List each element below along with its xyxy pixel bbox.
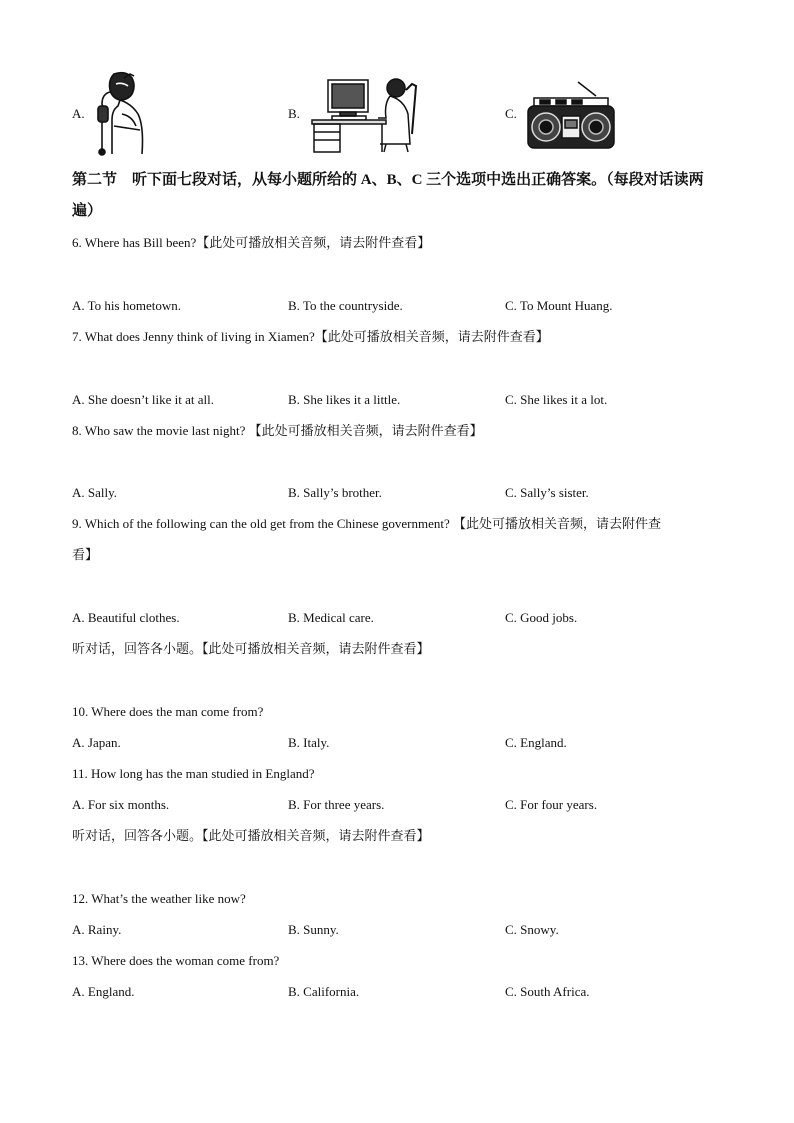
question-13-option-a: A. England. <box>72 984 135 999</box>
question-6-option-c: C. To Mount Huang. <box>505 298 613 313</box>
question-8-option-a: A. Sally. <box>72 485 118 500</box>
question-11-text: 11. How long has the man studied in England? <box>72 766 315 781</box>
question-6-text: 6. Where has Bill been?【此处可播放相关音频，请去附件查看】 <box>72 235 431 250</box>
question-9-text-line1: 9. Which of the following can the old get from the Chinese government? 【此处可播放相关音频，请去附件查 <box>72 516 661 531</box>
question-13-option-c: C. South Africa. <box>505 984 590 999</box>
question-12-option-c: C. Snowy. <box>505 922 559 937</box>
man-on-telephone-icon <box>92 70 150 156</box>
question-12-option-b: B. Sunny. <box>288 922 339 937</box>
question-10-option-a: A. Japan. <box>72 735 121 750</box>
question-7-option-a: A. She doesn’t like it at all. <box>72 392 215 407</box>
person-at-computer-icon <box>310 74 418 154</box>
question-10-text: 10. Where does the man come from? <box>72 704 264 719</box>
question-9-option-b: B. Medical care. <box>288 610 374 625</box>
section-heading: 第二节 听下面七段对话，从每小题所给的 A、B、C 三个选项中选出正确答案。（每段对话读两遍） <box>72 172 704 219</box>
question-9-option-c: C. Good jobs. <box>505 610 578 625</box>
picture-option-a-label: A. <box>72 106 85 121</box>
question-9-text-line2: 看】 <box>72 547 99 562</box>
question-7-option-b: B. She likes it a little. <box>288 392 401 407</box>
question-7-text: 7. What does Jenny think of living in Xiamen?【此处可播放相关音频，请去附件查看】 <box>72 329 549 344</box>
picture-option-b-label: B. <box>288 106 300 121</box>
question-8-text: 8. Who saw the movie last night? 【此处可播放相关音频，请去附件查看】 <box>72 423 483 438</box>
question-11-option-c: C. For four years. <box>505 797 598 812</box>
question-12-text: 12. What’s the weather like now? <box>72 891 246 906</box>
question-6-option-a: A. To his hometown. <box>72 298 181 313</box>
question-13-text: 13. Where does the woman come from? <box>72 953 280 968</box>
picture-option-c-label: C. <box>505 106 517 121</box>
question-11-option-a: A. For six months. <box>72 797 170 812</box>
dialog-1-instruction: 听对话，回答各小题。【此处可播放相关音频，请去附件查看】 <box>72 641 430 656</box>
question-9-option-a: A. Beautiful clothes. <box>72 610 180 625</box>
question-10-option-b: B. Italy. <box>288 735 330 750</box>
question-11-option-b: B. For three years. <box>288 797 385 812</box>
radio-cassette-player-icon <box>526 78 616 150</box>
question-10-option-c: C. England. <box>505 735 567 750</box>
question-13-option-b: B. California. <box>288 984 360 999</box>
dialog-2-instruction: 听对话，回答各小题。【此处可播放相关音频，请去附件查看】 <box>72 828 430 843</box>
question-7-option-c: C. She likes it a lot. <box>505 392 608 407</box>
question-8-option-c: C. Sally’s sister. <box>505 485 589 500</box>
question-8-option-b: B. Sally’s brother. <box>288 485 382 500</box>
question-6-option-b: B. To the countryside. <box>288 298 403 313</box>
question-12-option-a: A. Rainy. <box>72 922 122 937</box>
